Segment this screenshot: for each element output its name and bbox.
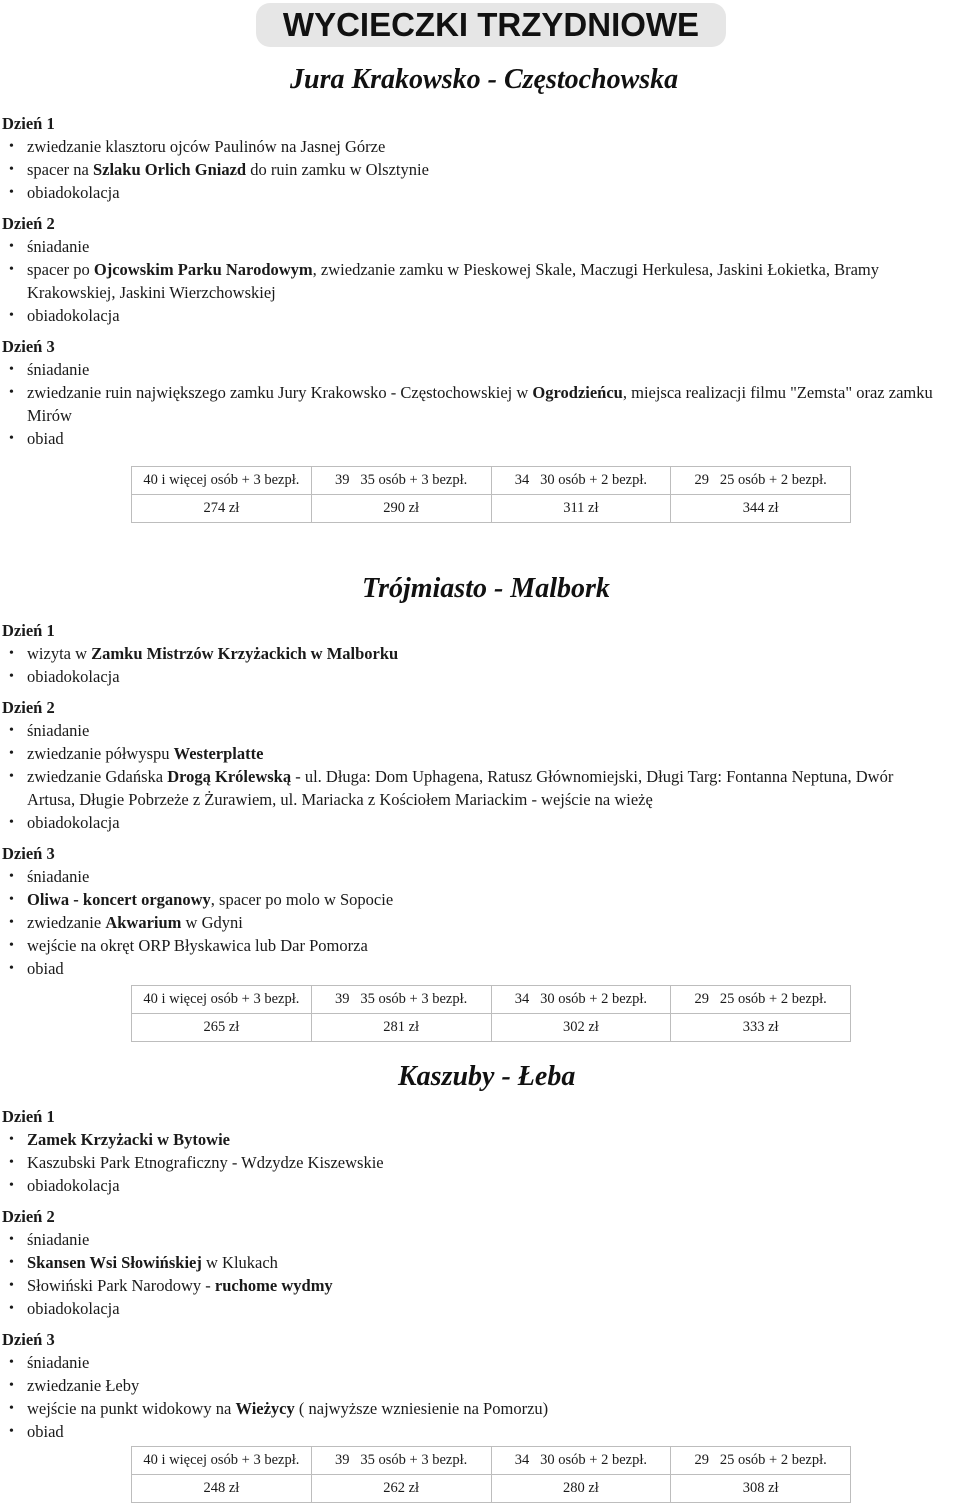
list-item: • Kaszubski Park Etnograficzny - Wdzydze Kiszewskie (0, 1151, 940, 1174)
price-header-cell: 40 i więcej osób + 3 bezpł. (132, 986, 312, 1014)
day-item-list (0, 1228, 940, 1320)
day-item-list (0, 642, 940, 688)
list-item: • śniadanie (0, 1351, 940, 1374)
day-label: Dzień 1 (2, 1107, 55, 1126)
price-header-cell: 29 25 osób + 2 bezpł. (671, 467, 851, 495)
price-value-cell: 302 zł (491, 1014, 671, 1042)
price-header-cell: 40 i więcej osób + 3 bezpł. (132, 1447, 312, 1475)
price-header-cell: 34 30 osób + 2 bezpł. (491, 1447, 671, 1475)
list-item: • Zamek Krzyżacki w Bytowie (0, 1128, 940, 1151)
price-value-row (132, 495, 851, 523)
page-title: WYCIECZKI TRZYDNIOWE (256, 3, 726, 47)
price-value-row (132, 1475, 851, 1503)
day-item-list (0, 865, 940, 980)
price-header-cell: 34 30 osób + 2 bezpł. (491, 986, 671, 1014)
day-item-list (0, 1128, 940, 1197)
section-title-jura: Jura Krakowsko - Częstochowska (290, 64, 679, 95)
price-header-row (132, 986, 851, 1014)
price-value-cell: 333 zł (671, 1014, 851, 1042)
list-item: • wizyta w Zamku Mistrzów Krzyżackich w Malborku (0, 642, 940, 665)
price-table-jura (131, 466, 851, 523)
list-item: • zwiedzanie Akwarium w Gdyni (0, 911, 940, 934)
section-trojmiasto-itinerary (0, 619, 940, 980)
section-kaszuby-itinerary (0, 1105, 940, 1443)
list-item: • Skansen Wsi Słowińskiej w Klukach (0, 1251, 940, 1274)
price-table-trojmiasto (131, 985, 851, 1042)
price-value-cell: 281 zł (311, 1014, 491, 1042)
list-item: • śniadanie (0, 865, 940, 888)
price-header-cell: 39 35 osób + 3 bezpł. (311, 467, 491, 495)
list-item: • śniadanie (0, 358, 940, 381)
section-title-trojmiasto: Trójmiasto - Malbork (362, 573, 610, 604)
price-table-kaszuby (131, 1446, 851, 1503)
price-value-cell: 274 zł (132, 495, 312, 523)
day-label: Dzień 1 (2, 621, 55, 640)
day-item-list (0, 1351, 940, 1443)
list-item: • spacer po Ojcowskim Parku Narodowym, zwiedzanie zamku w Pieskowej Skale, Maczugi Herkulesa, Jaskini Łokietka, Bramy Krakowskiej, Jaskini Wierzchowskiej (0, 258, 940, 304)
list-item: • obiadokolacja (0, 1297, 940, 1320)
list-item: • Słowiński Park Narodowy - ruchome wydmy (0, 1274, 940, 1297)
price-value-cell: 265 zł (132, 1014, 312, 1042)
price-value-cell: 262 zł (311, 1475, 491, 1503)
price-header-cell: 29 25 osób + 2 bezpł. (671, 986, 851, 1014)
price-header-row (132, 1447, 851, 1475)
list-item: • zwiedzanie Gdańska Drogą Królewską - ul. Długa: Dom Uphagena, Ratusz Głównomiejski, Długi Targ: Fontanna Neptuna, Dwór Artusa, Długie Pobrzeże z Żurawiem, ul. Mariacka z Kościołem Mariackim - wejście na wieżę (0, 765, 940, 811)
list-item: • obiadokolacja (0, 1174, 940, 1197)
list-item: • Oliwa - koncert organowy, spacer po molo w Sopocie (0, 888, 940, 911)
day-label: Dzień 3 (2, 844, 55, 863)
price-header-cell: 29 25 osób + 2 bezpł. (671, 1447, 851, 1475)
list-item: • obiad (0, 427, 940, 450)
list-item: • obiadokolacja (0, 304, 940, 327)
list-item: • obiad (0, 1420, 940, 1443)
list-item: • obiad (0, 957, 940, 980)
list-item: • wejście na okręt ORP Błyskawica lub Dar Pomorza (0, 934, 940, 957)
section-title-kaszuby: Kaszuby - Łeba (398, 1061, 576, 1092)
day-label: Dzień 2 (2, 698, 55, 717)
price-value-cell: 248 zł (132, 1475, 312, 1503)
price-header-cell: 39 35 osób + 3 bezpł. (311, 1447, 491, 1475)
price-value-cell: 344 zł (671, 495, 851, 523)
list-item: • spacer na Szlaku Orlich Gniazd do ruin zamku w Olsztynie (0, 158, 940, 181)
price-header-cell: 40 i więcej osób + 3 bezpł. (132, 467, 312, 495)
price-header-row (132, 467, 851, 495)
day-item-list (0, 358, 940, 450)
day-label: Dzień 3 (2, 1330, 55, 1349)
price-value-cell: 290 zł (311, 495, 491, 523)
day-label: Dzień 3 (2, 337, 55, 356)
price-value-cell: 308 zł (671, 1475, 851, 1503)
list-item: • zwiedzanie Łeby (0, 1374, 940, 1397)
list-item: • śniadanie (0, 235, 940, 258)
day-label: Dzień 2 (2, 1207, 55, 1226)
day-label: Dzień 1 (2, 114, 55, 133)
price-header-cell: 39 35 osób + 3 bezpł. (311, 986, 491, 1014)
list-item: • wejście na punkt widokowy na Wieżycy ( najwyższe wzniesienie na Pomorzu) (0, 1397, 940, 1420)
list-item: • obiadokolacja (0, 665, 940, 688)
list-item: • zwiedzanie ruin największego zamku Jury Krakowsko - Częstochowskiej w Ogrodzieńcu, miejsca realizacji filmu "Zemsta" oraz zamku Mirów (0, 381, 940, 427)
day-label: Dzień 2 (2, 214, 55, 233)
day-item-list (0, 135, 940, 204)
day-item-list (0, 719, 940, 834)
list-item: • śniadanie (0, 719, 940, 742)
list-item: • zwiedzanie półwyspu Westerplatte (0, 742, 940, 765)
list-item: • zwiedzanie klasztoru ojców Paulinów na Jasnej Górze (0, 135, 940, 158)
day-item-list (0, 235, 940, 327)
list-item: • obiadokolacja (0, 811, 940, 834)
price-value-cell: 280 zł (491, 1475, 671, 1503)
section-jura-itinerary (0, 112, 940, 450)
price-value-row (132, 1014, 851, 1042)
list-item: • śniadanie (0, 1228, 940, 1251)
list-item: • obiadokolacja (0, 181, 940, 204)
price-value-cell: 311 zł (491, 495, 671, 523)
price-header-cell: 34 30 osób + 2 bezpł. (491, 467, 671, 495)
